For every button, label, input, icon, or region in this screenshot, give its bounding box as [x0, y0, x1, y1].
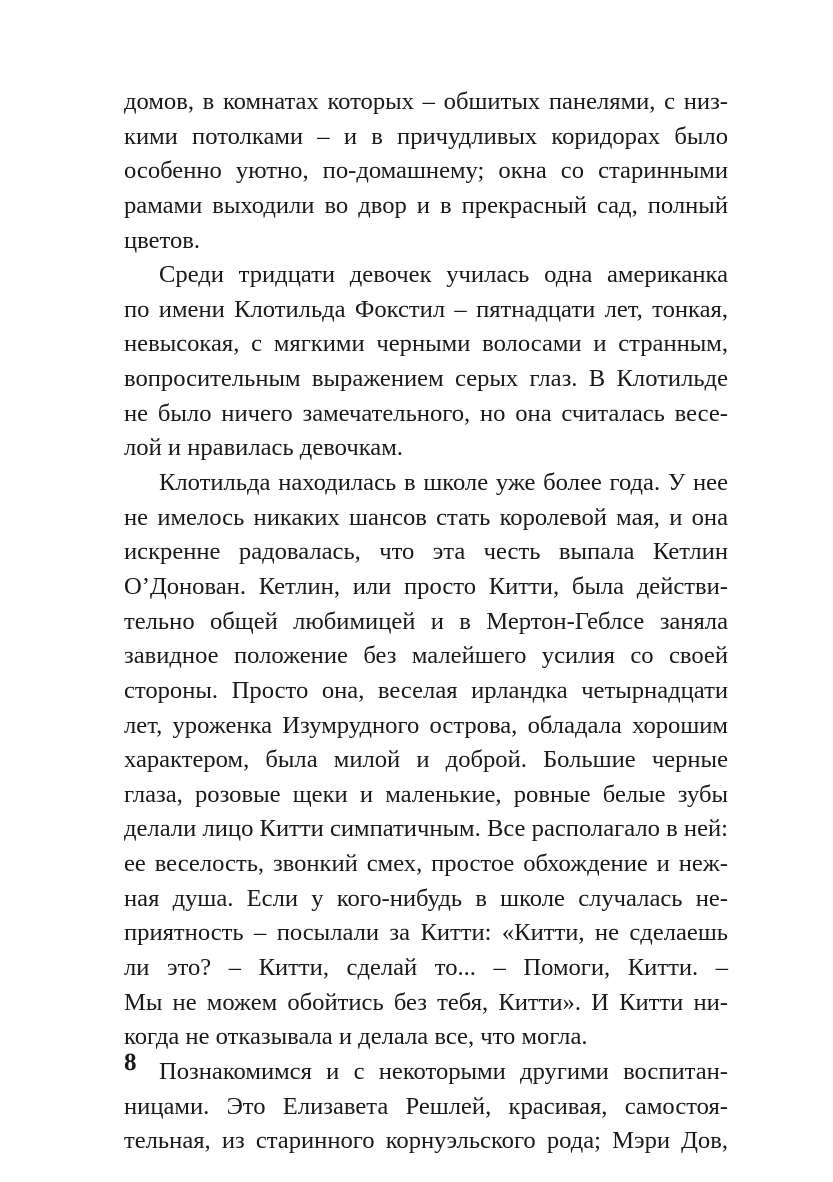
text-line: особенно уютно, по-домашнему; окна со старинными — [124, 157, 728, 185]
text-line: рамами выходили во двор и в прекрасный сад, полный — [124, 191, 728, 219]
text-line: Клотильда находилась в школе уже более года. У нее — [159, 469, 728, 497]
text-line: цветов. — [124, 226, 201, 254]
text-line: лет, уроженка Изумрудного острова, обладала хорошим — [124, 711, 728, 739]
text-line: О’Донован. Кетлин, или просто Китти, была действи- — [124, 572, 728, 600]
text-line: не было ничего замечательного, но она считалась весе- — [124, 399, 728, 427]
page-number: 8 — [124, 1049, 137, 1076]
text-line: делали лицо Китти симпатичным. Все располагало в ней: — [124, 815, 728, 843]
text-line: стороны. Просто она, веселая ирландка четырнадцати — [124, 676, 728, 704]
text-line: когда не отказывала и делала все, что могла. — [124, 1023, 588, 1051]
text-line: глаза, розовые щеки и маленькие, ровные белые зубы — [124, 780, 728, 808]
text-line: характером, была милой и доброй. Большие черные — [124, 746, 728, 774]
text-line: тельная, из старинного корнуэльского рода; Мэри Дов, — [124, 1127, 728, 1155]
text-line: не имелось никаких шансов стать королевой мая, и она — [124, 503, 728, 531]
text-line: искренне радовалась, что эта честь выпала Кетлин — [124, 538, 728, 566]
text-line: ее веселость, звонкий смех, простое обхождение и неж- — [124, 850, 728, 878]
text-line: домов, в комнатах которых – обшитых панелями, с низ- — [124, 88, 728, 115]
text-line: тельно общей любимицей и в Мертон-Геблсе заняла — [124, 607, 728, 635]
text-line: ная душа. Если у кого-нибудь в школе случалась не- — [124, 884, 728, 912]
text-line: лой и нравилась девочкам. — [124, 434, 403, 462]
text-line: Среди тридцати девочек училась одна американка — [159, 261, 728, 289]
text-line: невысокая, с мягкими черными волосами и странным, — [124, 330, 728, 358]
text-line: ли это? – Китти, сделай то... – Помоги, Китти. – — [124, 954, 728, 982]
text-line: кими потолками – и в причудливых коридорах было — [124, 122, 728, 150]
text-line: по имени Клотильда Фокстил – пятнадцати лет, тонкая, — [124, 295, 728, 323]
body-text — [124, 85, 728, 1159]
text-line: Мы не можем обойтись без тебя, Китти». И Китти ни- — [124, 988, 728, 1016]
text-line: ницами. Это Елизавета Решлей, красивая, самостоя- — [124, 1092, 728, 1120]
text-line: вопросительным выражением серых глаз. В Клотильде — [124, 365, 728, 393]
text-line: Познакомимся и с некоторыми другими воспитан- — [159, 1057, 728, 1085]
text-line: приятность – посылали за Китти: «Китти, не сделаешь — [124, 919, 728, 947]
text-line: завидное положение без малейшего усилия со своей — [124, 642, 728, 670]
